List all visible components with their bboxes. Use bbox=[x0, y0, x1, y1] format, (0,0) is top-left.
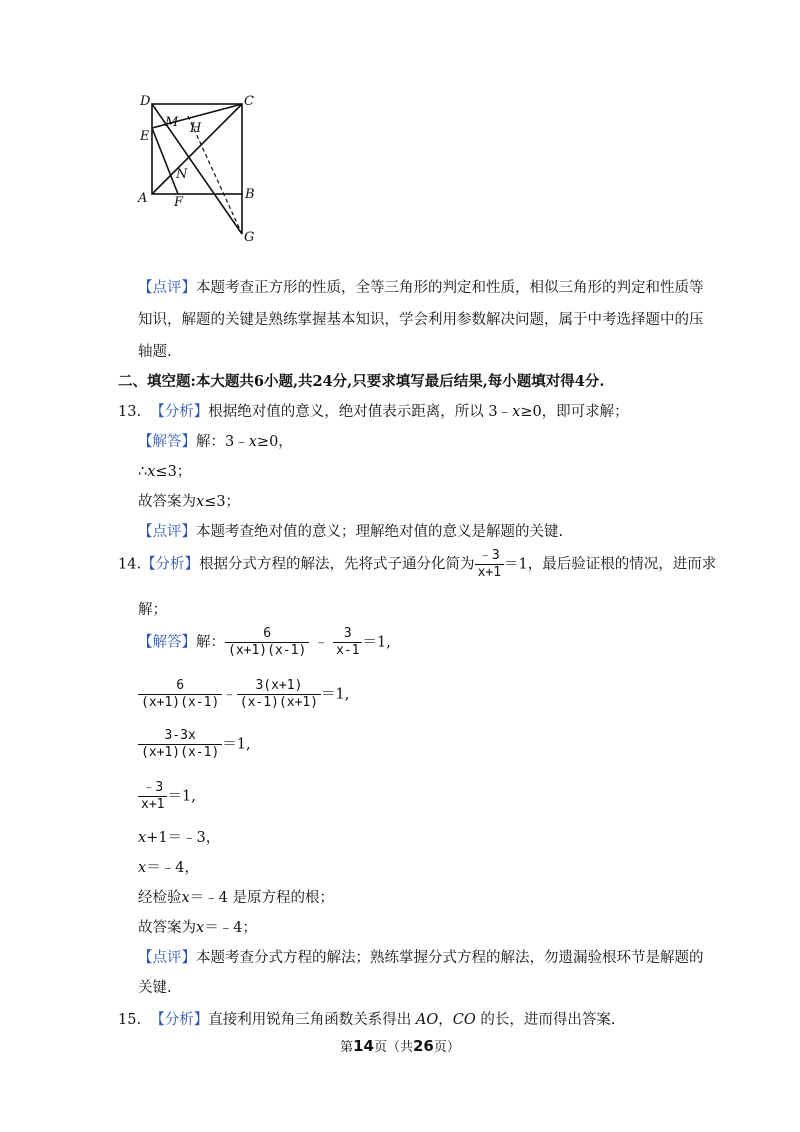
label-g: G bbox=[244, 230, 255, 245]
prev-comment-line1: 【点评】本题考查正方形的性质，全等三角形的判定和性质，相似三角形的判定和性质等 bbox=[138, 280, 704, 296]
q14-analysis: 14.【分析】根据分式方程的解法，先将式子通分化简为 $\frac{﹣3}{x+1}$ ＝1，最后验证根的情况，进而求 bbox=[118, 548, 717, 580]
page-footer: 第14页（共26页） bbox=[340, 1037, 460, 1055]
fraction-m3-over-xp1: $\frac{﹣3}{x+1}$ bbox=[475, 548, 504, 581]
label-c: C bbox=[244, 94, 254, 109]
q13-comment: 【点评】本题考查绝对值的意义；理解绝对值的意义是解题的关键. bbox=[138, 524, 564, 540]
q14-step4: $\frac{﹣3}{x+1}$ ＝1, bbox=[138, 780, 196, 813]
q14-answer-equation: 【解答】解： $\frac{6}{(x+1)(x-1)}$ ﹣ $\frac{3}{x-1}$ ＝1, bbox=[138, 626, 391, 658]
page-number: 14 bbox=[353, 1037, 374, 1055]
label-m: M bbox=[165, 115, 179, 130]
geometry-figure bbox=[130, 88, 270, 248]
label-d: D bbox=[140, 94, 151, 109]
label-a: A bbox=[138, 191, 148, 206]
q13-step2: ∴x≤3； bbox=[138, 464, 192, 480]
q14-comment-line1: 【点评】本题考查分式方程的解法；熟练掌握分式方程的解法，勿遗漏验根环节是解题的 bbox=[138, 950, 704, 966]
line-ef bbox=[152, 128, 178, 194]
label-f: F bbox=[174, 195, 184, 210]
q14-check: 经检验x＝﹣4 是原方程的根； bbox=[138, 890, 335, 906]
q15-analysis: 15. 【分析】直接利用锐角三角函数关系得出 AO，CO 的长，进而得出答案. bbox=[118, 1012, 616, 1028]
q14-step6: x＝﹣4， bbox=[138, 860, 199, 876]
label-b: B bbox=[245, 187, 255, 202]
label-h: H bbox=[190, 121, 202, 136]
prev-comment-line3: 轴题. bbox=[138, 344, 172, 360]
comment-tag: 【点评】 bbox=[138, 280, 196, 296]
section-heading: 二、填空题:本大题共6小题,共24分,只要求填写最后结果,每小题填对得4分. bbox=[118, 373, 605, 390]
q13-final-answer: 故答案为x≤3； bbox=[138, 494, 241, 510]
label-n: N bbox=[176, 167, 188, 182]
q14-step2: $\frac{6}{(x+1)(x-1)}$ ﹣ $\frac{3(x+1)}{(x-1)(x+1)}$ ＝1, bbox=[138, 678, 349, 711]
q14-step5: x+1＝﹣3， bbox=[138, 830, 221, 846]
q14-comment-line2: 关键. bbox=[138, 980, 172, 996]
q14-analysis-line2: 解； bbox=[138, 602, 167, 618]
q13-analysis: 13. 【分析】根据绝对值的意义，绝对值表示距离，所以 3﹣x≥0，即可求解； bbox=[118, 404, 629, 420]
q14-step3: $\frac{3-3x}{(x+1)(x-1)}$ ＝1, bbox=[138, 728, 251, 761]
page-total: 26 bbox=[413, 1037, 434, 1055]
q14-final-answer: 故答案为x＝﹣4； bbox=[138, 920, 257, 936]
prev-comment-line2: 知识，解题的关键是熟练掌握基本知识，学会利用参数解决问题，属于中考选择题中的压 bbox=[138, 312, 704, 328]
label-e: E bbox=[140, 129, 150, 144]
q13-answer: 【解答】解：3﹣x≥0， bbox=[138, 434, 293, 450]
